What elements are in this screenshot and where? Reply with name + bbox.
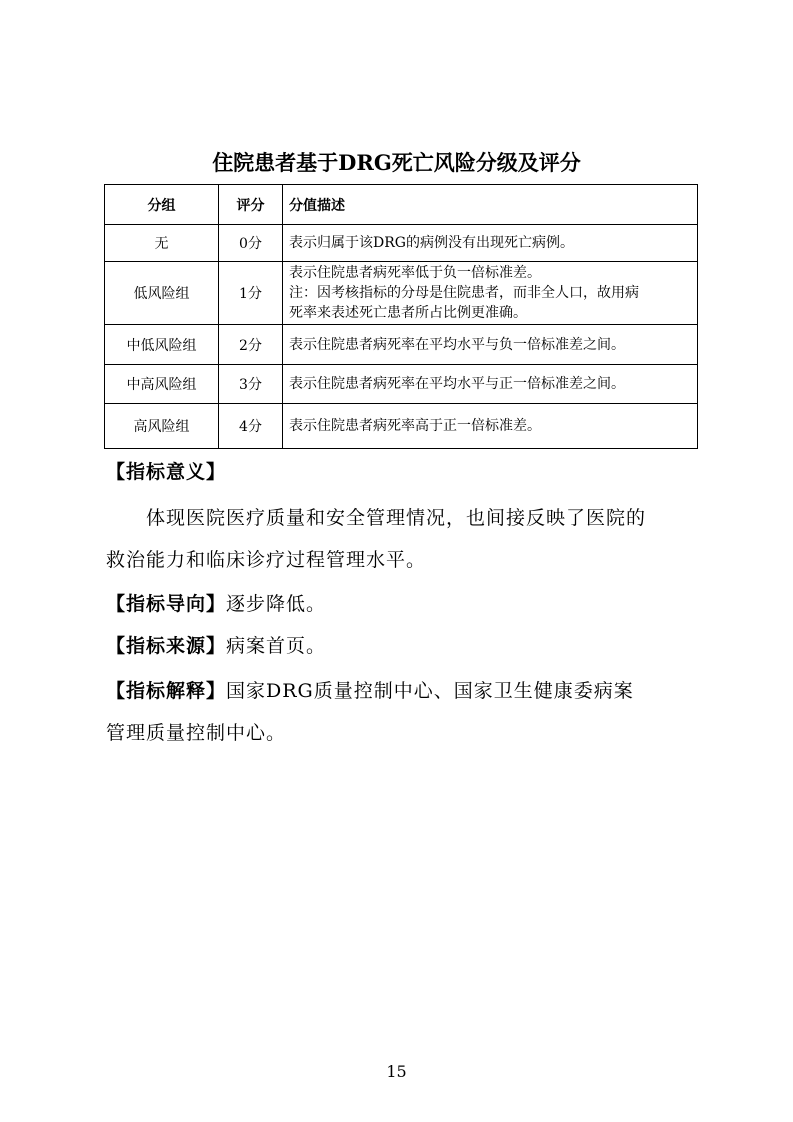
cell-description xyxy=(283,365,698,404)
table-row xyxy=(105,262,698,325)
table-row xyxy=(105,325,698,365)
page-number: 15 xyxy=(386,1062,407,1081)
description-note-line: 注：因考核指标的分母是住院患者，而非全人口，故用病 xyxy=(289,285,639,301)
cell-description xyxy=(283,325,698,365)
interpretation-label: 【指标解释】 xyxy=(106,680,227,702)
cell-description xyxy=(283,262,698,325)
interpretation-text-line-2: 管理质量控制中心。 xyxy=(106,722,287,744)
cell-group: 无 xyxy=(105,225,219,262)
header-score: 评分 xyxy=(219,185,283,225)
header-group: 分组 xyxy=(105,185,219,225)
cell-score: 2分 xyxy=(219,325,283,365)
page-title: 住院患者基于DRG死亡风险分级及评分 xyxy=(212,150,581,175)
direction-paragraph xyxy=(106,592,696,616)
significance-label: 【指标意义】 xyxy=(106,461,227,483)
description-note-line: 死率来表述死亡患者所占比例更准确。 xyxy=(289,305,527,321)
source-text: 病案首页。 xyxy=(226,635,327,657)
table-row xyxy=(105,225,698,262)
table-row xyxy=(105,404,698,449)
description-line: 表示住院患者病死率高于正一倍标准差。 xyxy=(289,418,541,434)
description-line: 表示住院患者病死率在平均水平与正一倍标准差之间。 xyxy=(289,376,625,392)
risk-score-table xyxy=(104,184,698,449)
significance-text-line-1: 体现医院医疗质量和安全管理情况，也间接反映了医院的 xyxy=(146,507,647,529)
description-line: 表示住院患者病死率低于负一倍标准差。 xyxy=(289,265,541,281)
cell-description xyxy=(283,225,698,262)
header-description: 分值描述 xyxy=(283,185,698,225)
significance-heading xyxy=(106,460,696,484)
cell-group: 低风险组 xyxy=(105,262,219,325)
cell-score: 1分 xyxy=(219,262,283,325)
cell-group: 中高风险组 xyxy=(105,365,219,404)
interpretation-text-line-1: 国家DRG质量控制中心、国家卫生健康委病案 xyxy=(226,680,634,702)
direction-label: 【指标导向】 xyxy=(106,593,227,615)
description-line: 表示归属于该DRG的病例没有出现死亡病例。 xyxy=(289,235,574,251)
direction-text: 逐步降低。 xyxy=(226,593,327,615)
table-header-row xyxy=(105,185,698,225)
source-label: 【指标来源】 xyxy=(106,635,227,657)
cell-group: 中低风险组 xyxy=(105,325,219,365)
table-row xyxy=(105,365,698,404)
source-paragraph xyxy=(106,634,696,658)
cell-description xyxy=(283,404,698,449)
interpretation-paragraph xyxy=(106,679,696,703)
cell-score: 4分 xyxy=(219,404,283,449)
significance-text-line-2: 救治能力和临床诊疗过程管理水平。 xyxy=(106,549,427,571)
cell-score: 3分 xyxy=(219,365,283,404)
cell-score: 0分 xyxy=(219,225,283,262)
description-line: 表示住院患者病死率在平均水平与负一倍标准差之间。 xyxy=(289,336,625,353)
cell-group: 高风险组 xyxy=(105,404,219,449)
